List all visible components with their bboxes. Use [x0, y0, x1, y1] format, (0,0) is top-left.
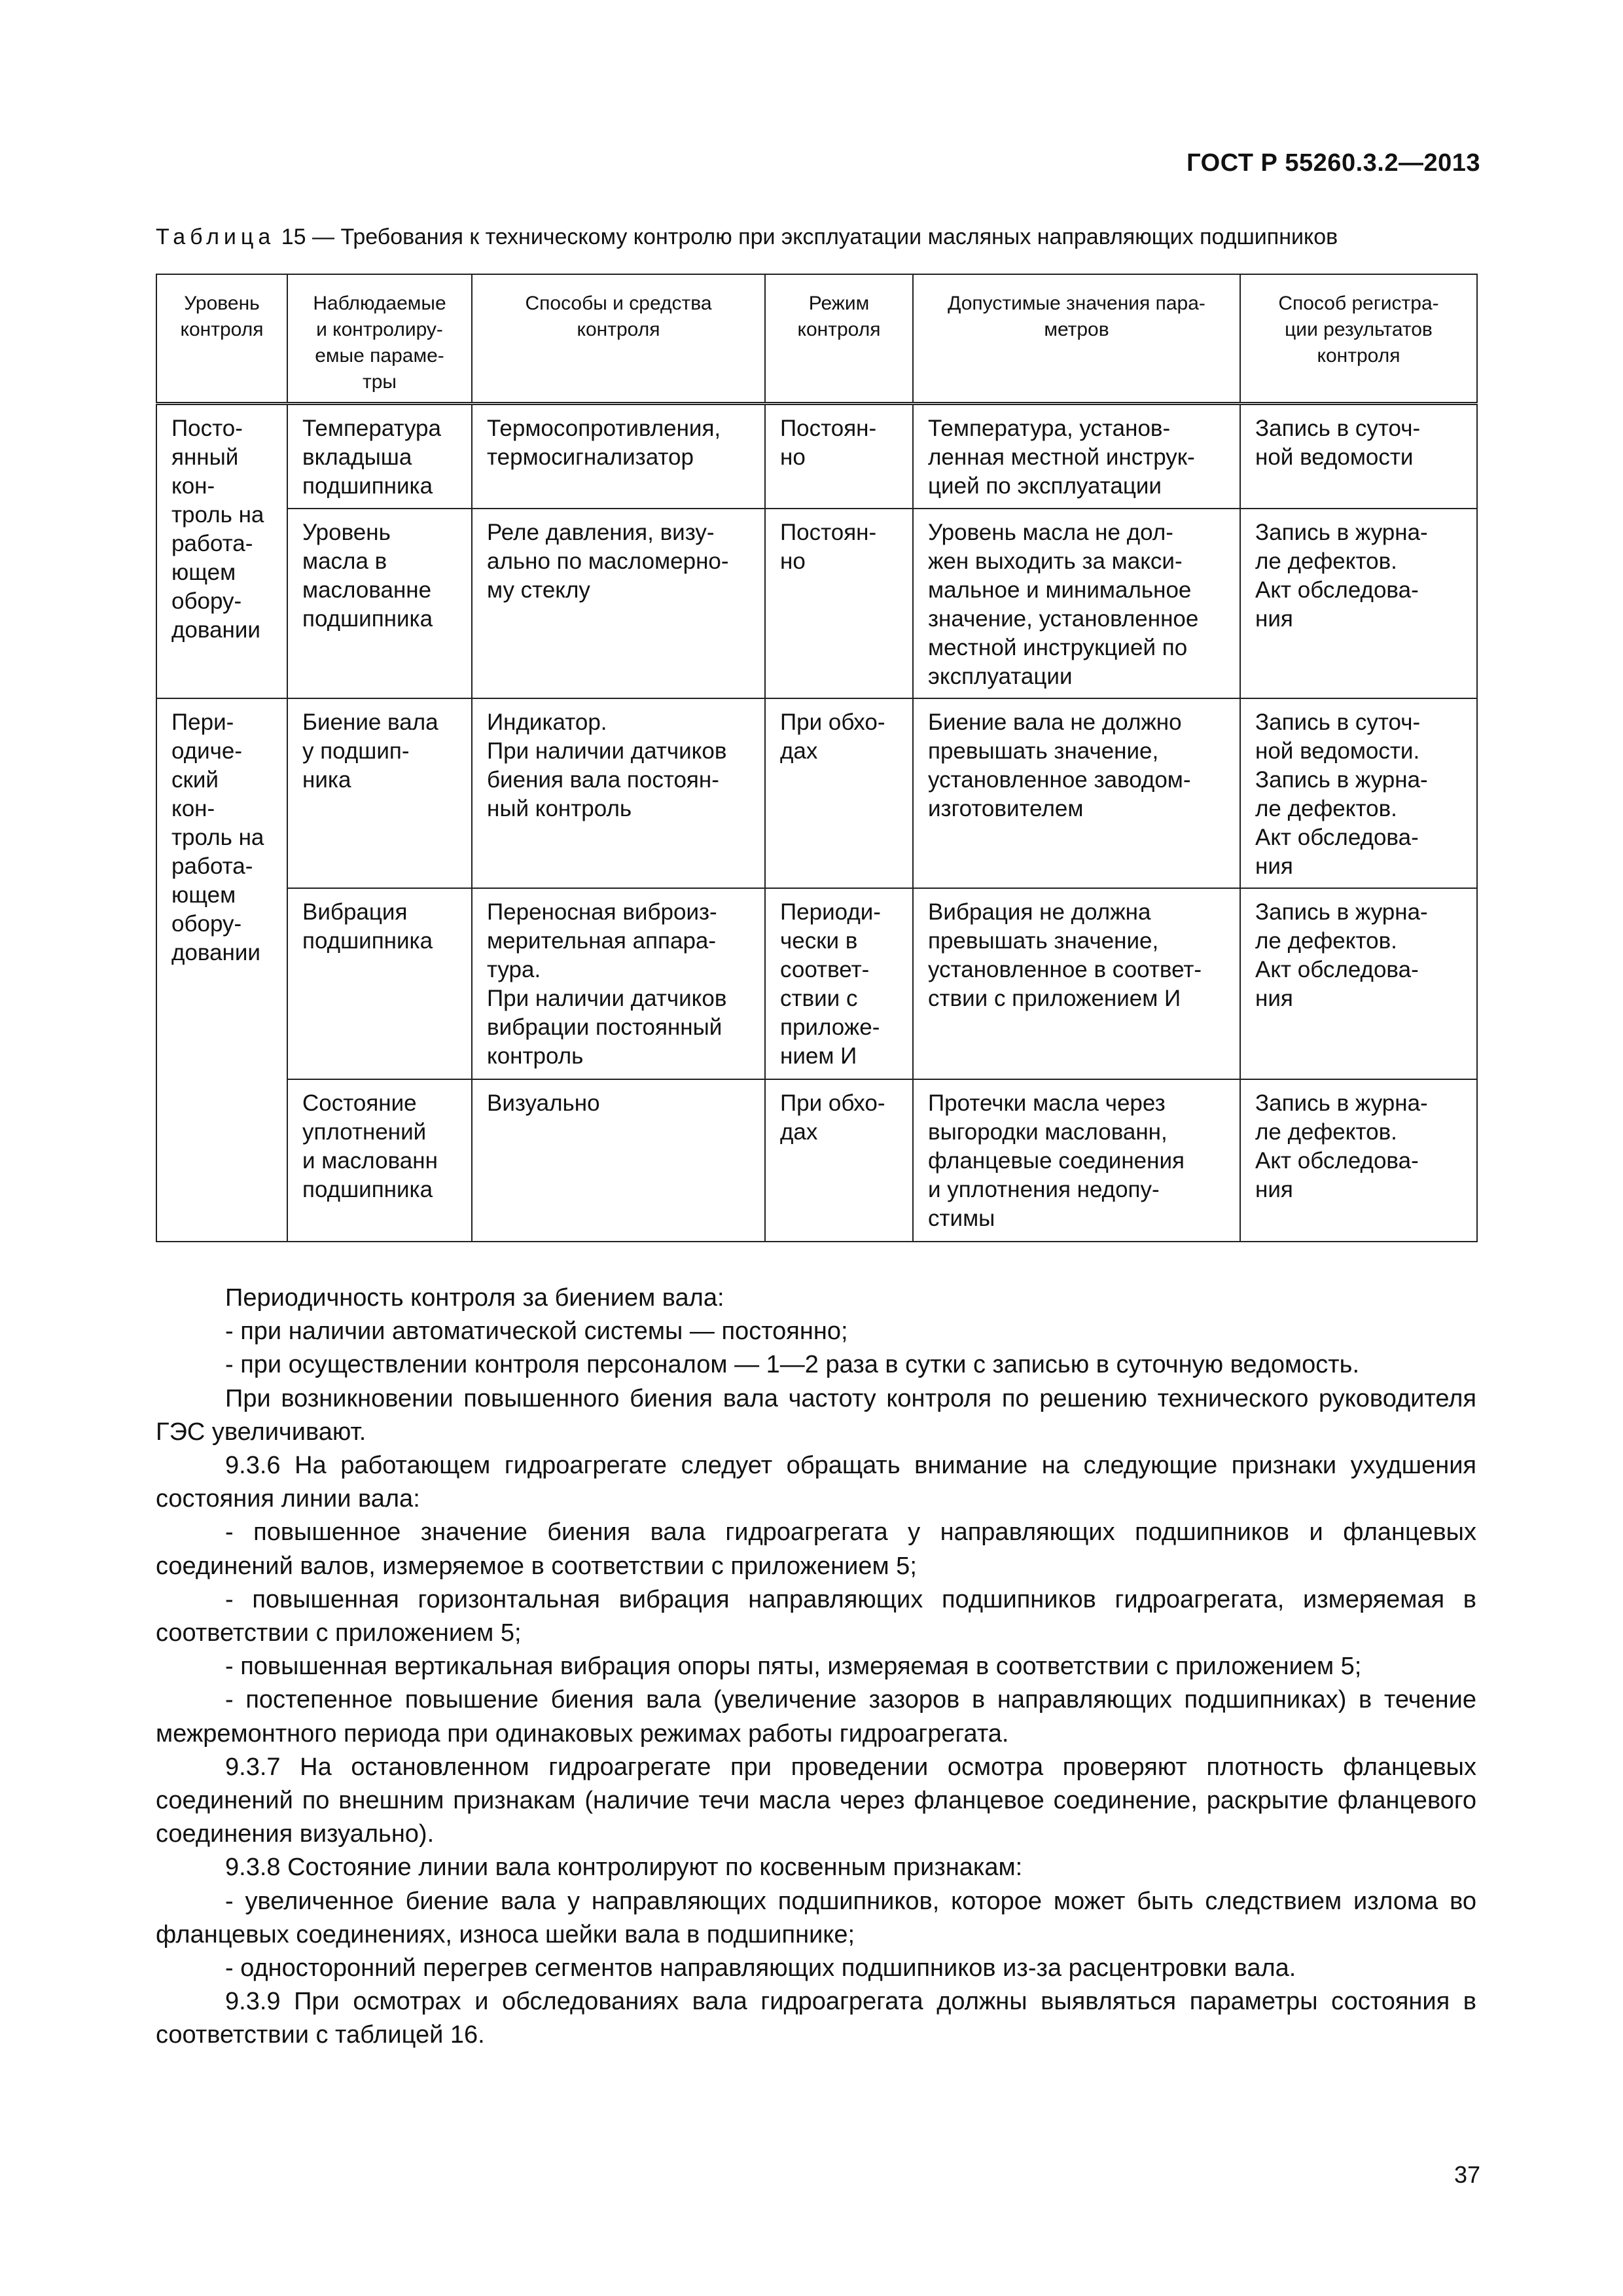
- table-caption-text: 15 — Требования к техническому контролю при эксплуатации масляных направляющих подшипников: [275, 224, 1338, 249]
- table-cell: Температура, установ- ленная местной инструк- цией по эксплуатации: [913, 404, 1240, 509]
- paragraph: 9.3.7 На остановленном гидроагрегате при проведении осмотра проверяют плотность фланцевых соединений по внешним признакам (наличие течи масла через фланцевое соединение, раскрытие фланцевого соединения визуально).: [156, 1753, 1476, 1848]
- header-parameters: Наблюдаемые и контролиру- емые параме- тры: [287, 274, 472, 404]
- table-cell: Биение вала у подшип- ника: [287, 698, 472, 888]
- table-cell: Вибрация подшипника: [287, 888, 472, 1079]
- paragraph: При возникновении повышенного биения вала частоту контроля по решению технического руководителя ГЭС увеличивают.: [156, 1384, 1476, 1446]
- table-cell: Запись в журна- ле дефектов. Акт обследова- ния: [1240, 888, 1477, 1079]
- table-cell: Запись в суточ- ной ведомости. Запись в журна- ле дефектов. Акт обследова- ния: [1240, 698, 1477, 888]
- table-cell: Запись в журна- ле дефектов. Акт обследова- ния: [1240, 1079, 1477, 1242]
- table-row: [156, 1079, 1477, 1242]
- header-control-level: Уровень контроля: [156, 274, 287, 404]
- table-cell: При обхо- дах: [765, 1079, 913, 1242]
- paragraph: - повышенная вертикальная вибрация опоры пяты, измеряемая в соответствии с приложением 5;: [225, 1653, 1362, 1681]
- table-cell: При обхо- дах: [765, 698, 913, 888]
- paragraph: Периодичность контроля за биением вала:: [225, 1284, 724, 1312]
- paragraph: 9.3.6 На работающем гидроагрегате следует обращать внимание на следующие признаки ухудшения состояния линии вала:: [156, 1452, 1476, 1513]
- paragraph: - односторонний перегрев сегментов направляющих подшипников из-за расцентровки вала.: [225, 1954, 1296, 1982]
- table-cell: Термосопротивления, термосигнализатор: [472, 404, 765, 509]
- paragraph: - при наличии автоматической системы — постоянно;: [225, 1318, 848, 1346]
- table-cell: Постоян- но: [765, 404, 913, 509]
- document-code: ГОСТ Р 55260.3.2—2013: [1186, 149, 1480, 177]
- table-cell: Индикатор. При наличии датчиков биения вала постоян- ный контроль: [472, 698, 765, 888]
- paragraph: - увеличенное биение вала у направляющих подшипников, которое может быть следствием излома во фланцевых соединениях, износа шейки вала в подшипнике;: [156, 1887, 1476, 1948]
- table-row: [156, 888, 1477, 1079]
- header-registration: Способ регистра- ции результатов контроля: [1240, 274, 1477, 404]
- requirements-table: [156, 274, 1478, 1242]
- table-cell: Уровень масла не дол- жен выходить за макси- мальное и минимальное значение, установленное местной инструкцией по эксплуатации: [913, 509, 1240, 698]
- paragraph: 9.3.8 Состояние линии вала контролируют по косвенным признакам:: [225, 1854, 1023, 1882]
- group-level-cell: Посто- янный кон- троль на работа- ющем обору- довании: [156, 404, 287, 698]
- table-cell: Визуально: [472, 1079, 765, 1242]
- paragraph: 9.3.9 При осмотрах и обследованиях вала гидроагрегата должны выявляться параметры состояния в соответствии с таблицей 16.: [156, 1988, 1476, 2049]
- table-cell: Реле давления, визу- ально по масломерно- му стеклу: [472, 509, 765, 698]
- paragraph: - повышенное значение биения вала гидроагрегата у направляющих подшипников и фланцевых соединений валов, измеряемое в соответствии с приложением 5;: [156, 1518, 1476, 1580]
- header-allowed-values: Допустимые значения пара- метров: [913, 274, 1240, 404]
- group-level-cell: Пери- одиче- ский кон- троль на работа- ющем обору- довании: [156, 698, 287, 1242]
- table-caption: [156, 224, 1471, 250]
- table-cell: Биение вала не должно превышать значение, установленное заводом- изготовителем: [913, 698, 1240, 888]
- table-cell: Переносная виброиз- мерительная аппара- тура. При наличии датчиков вибрации постоянный контроль: [472, 888, 765, 1079]
- table-cell: Протечки масла через выгородки маслованн, фланцевые соединения и уплотнения недопу- стимы: [913, 1079, 1240, 1242]
- paragraph: - при осуществлении контроля персоналом — 1—2 раза в сутки с записью в суточную ведомость.: [225, 1351, 1360, 1379]
- table-cell: Запись в журна- ле дефектов. Акт обследова- ния: [1240, 509, 1477, 698]
- paragraph: - постепенное повышение биения вала (увеличение зазоров в направляющих подшипниках) в течение межремонтного периода при одинаковых режимах работы гидроагрегата.: [156, 1686, 1476, 1748]
- paragraph: - повышенная горизонтальная вибрация направляющих подшипников гидроагрегата, измеряемая в соответствии с приложением 5;: [156, 1585, 1476, 1647]
- table-row: [156, 404, 1477, 509]
- header-mode: Режим контроля: [765, 274, 913, 404]
- table-cell: Запись в суточ- ной ведомости: [1240, 404, 1477, 509]
- table-caption-label: Таблица: [156, 224, 276, 249]
- table-row: [156, 698, 1477, 888]
- table-cell: Вибрация не должна превышать значение, установленное в соответ- ствии с приложением И: [913, 888, 1240, 1079]
- table-cell: Уровень масла в маслованне подшипника: [287, 509, 472, 698]
- table-row: [156, 509, 1477, 698]
- page-number: 37: [1454, 2161, 1480, 2188]
- table-cell: Состояние уплотнений и маслованн подшипника: [287, 1079, 472, 1242]
- table-cell: Периоди- чески в соответ- ствии с приложе- нием И: [765, 888, 913, 1079]
- body-text: [156, 1282, 1476, 2053]
- table-cell: Постоян- но: [765, 509, 913, 698]
- header-methods: Способы и средства контроля: [472, 274, 765, 404]
- table-cell: Температура вкладыша подшипника: [287, 404, 472, 509]
- table-header-row: [156, 274, 1477, 404]
